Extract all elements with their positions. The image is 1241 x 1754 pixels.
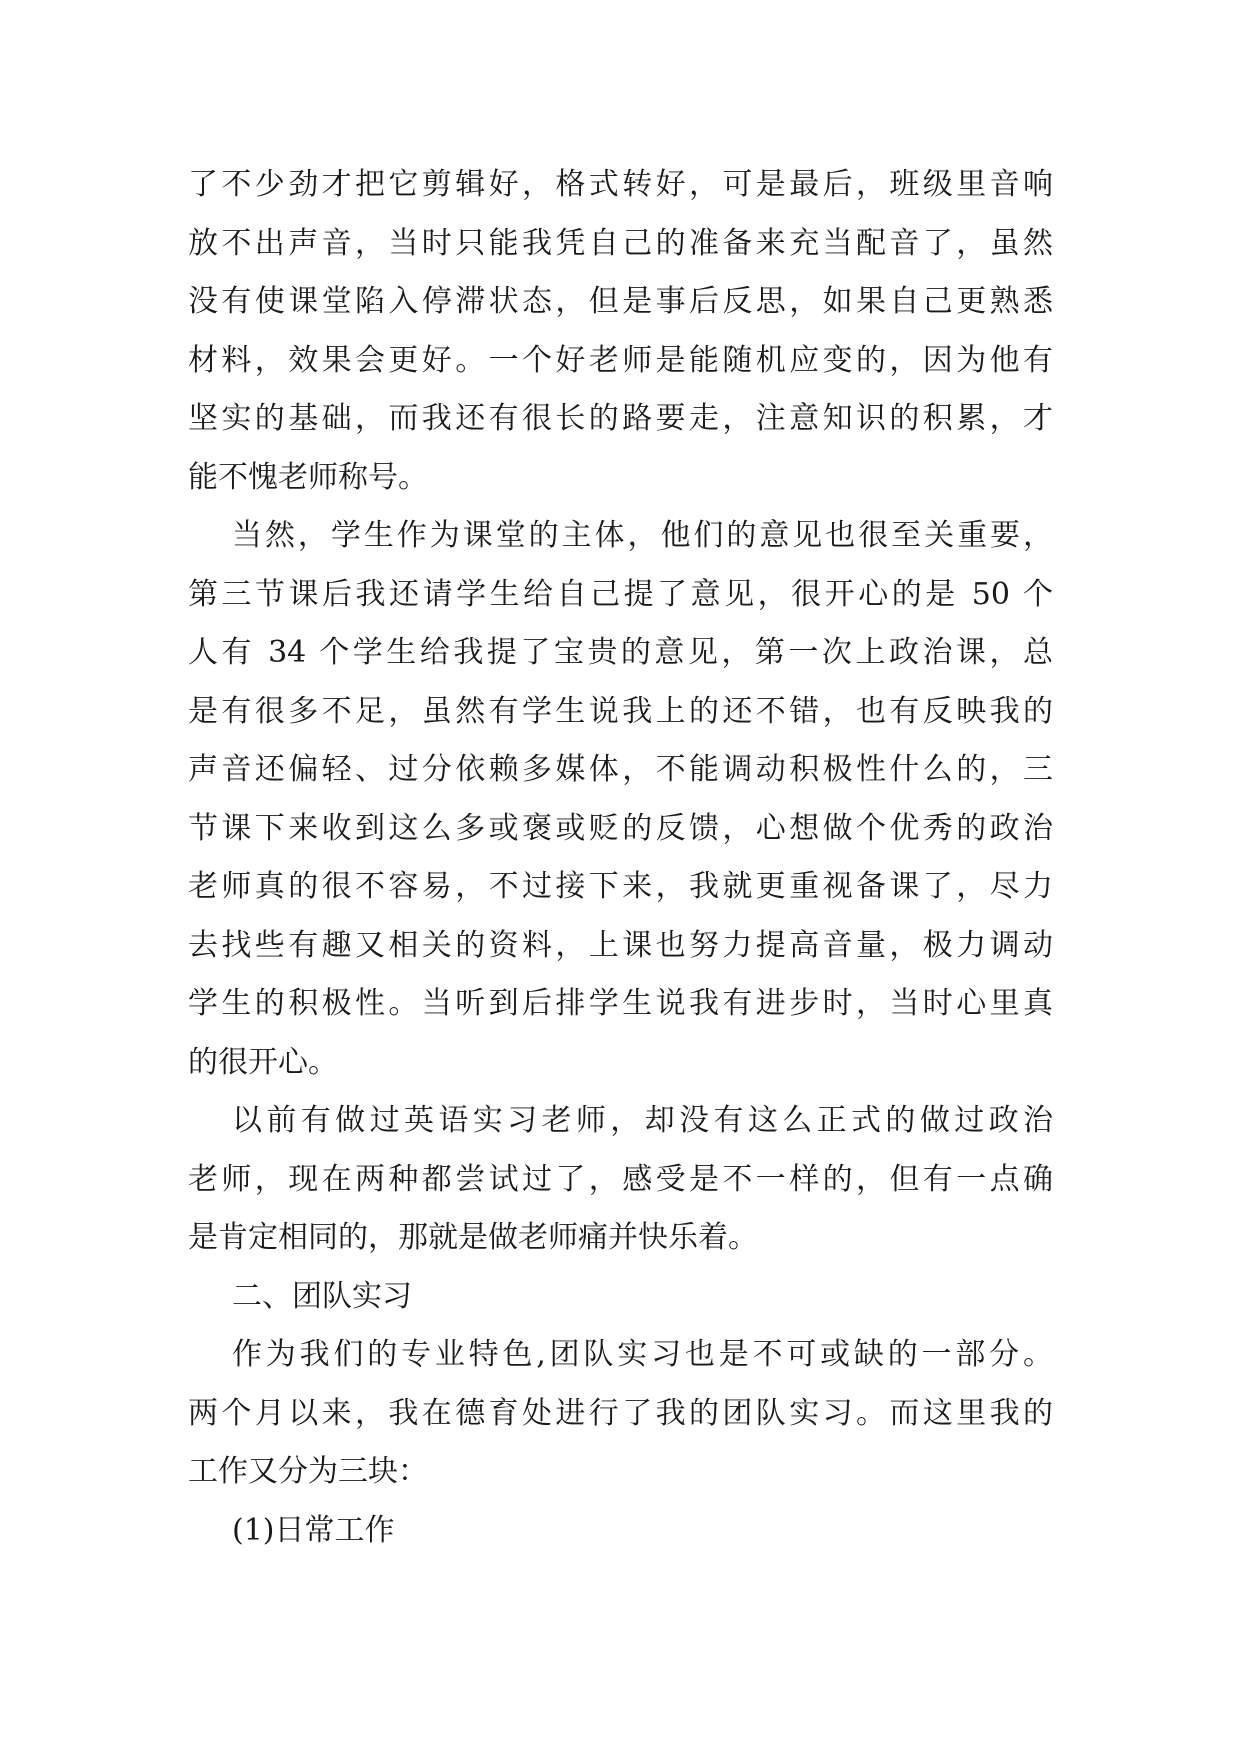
paragraph bbox=[188, 507, 1053, 1092]
text-line: 的很开心。 bbox=[188, 1044, 338, 1080]
text-line: 老师真的很不容易，不过接下来，我就更重视备课了，尽力 bbox=[188, 869, 1053, 904]
text-line: 以前有做过英语实习老师，却没有这么正式的做过政治 bbox=[232, 1103, 1053, 1138]
paragraph bbox=[188, 1502, 1053, 1561]
paragraph-continued bbox=[188, 156, 1053, 507]
text-line: 是肯定相同的，那就是做老师痛并快乐着。 bbox=[188, 1220, 758, 1255]
text-line: 两个月以来，我在德育处进行了我的团队实习。而这里我的 bbox=[188, 1395, 1053, 1431]
text-line: 作为我们的专业特色,团队实习也是不可或缺的一部分。 bbox=[232, 1337, 1053, 1372]
text-line: 坚实的基础，而我还有很长的路要走，注意知识的积累，才 bbox=[188, 401, 1053, 436]
text-line: 是有很多不足，虽然有学生说我上的还不错，也有反映我的 bbox=[188, 693, 1053, 729]
text-line: 节课下来收到这么多或褒或贬的反馈，心想做个优秀的政治 bbox=[188, 810, 1053, 846]
text-line: 第三节课后我还请学生给自己提了意见，很开心的是 50 个 bbox=[188, 576, 1053, 612]
text-line: 没有使课堂陷入停滞状态，但是事后反思，如果自己更熟悉 bbox=[188, 284, 1053, 319]
text-line: 能不愧老师称号。 bbox=[188, 459, 428, 495]
text-line: 放不出声音，当时只能我凭自己的准备来充当配音了，虽然 bbox=[188, 225, 1053, 261]
text-line: 二、团队实习 bbox=[232, 1278, 412, 1314]
paragraph bbox=[188, 1092, 1053, 1268]
paragraph bbox=[188, 1326, 1053, 1502]
text-line: 学生的积极性。当听到后排学生说我有进步时，当时心里真 bbox=[188, 986, 1053, 1021]
text-line: (1)日常工作 bbox=[232, 1512, 395, 1548]
text-line: 工作又分为三块： bbox=[188, 1454, 428, 1489]
paragraph bbox=[188, 1268, 1053, 1327]
text-line: 当然，学生作为课堂的主体，他们的意见也很至关重要， bbox=[232, 518, 1053, 553]
text-line: 声音还偏轻、过分依赖多媒体，不能调动积极性什么的，三 bbox=[188, 752, 1053, 787]
text-line: 老师，现在两种都尝试过了，感受是不一样的，但有一点确 bbox=[188, 1161, 1053, 1197]
document-body-text bbox=[188, 156, 1053, 1560]
text-line: 材料，效果会更好。一个好老师是能随机应变的，因为他有 bbox=[188, 342, 1053, 378]
text-line: 人有 34 个学生给我提了宝贵的意见，第一次上政治课，总 bbox=[188, 635, 1053, 670]
text-line: 去找些有趣又相关的资料，上课也努力提高音量，极力调动 bbox=[188, 927, 1053, 963]
text-line: 了不少劲才把它剪辑好，格式转好，可是最后，班级里音响 bbox=[188, 167, 1053, 202]
